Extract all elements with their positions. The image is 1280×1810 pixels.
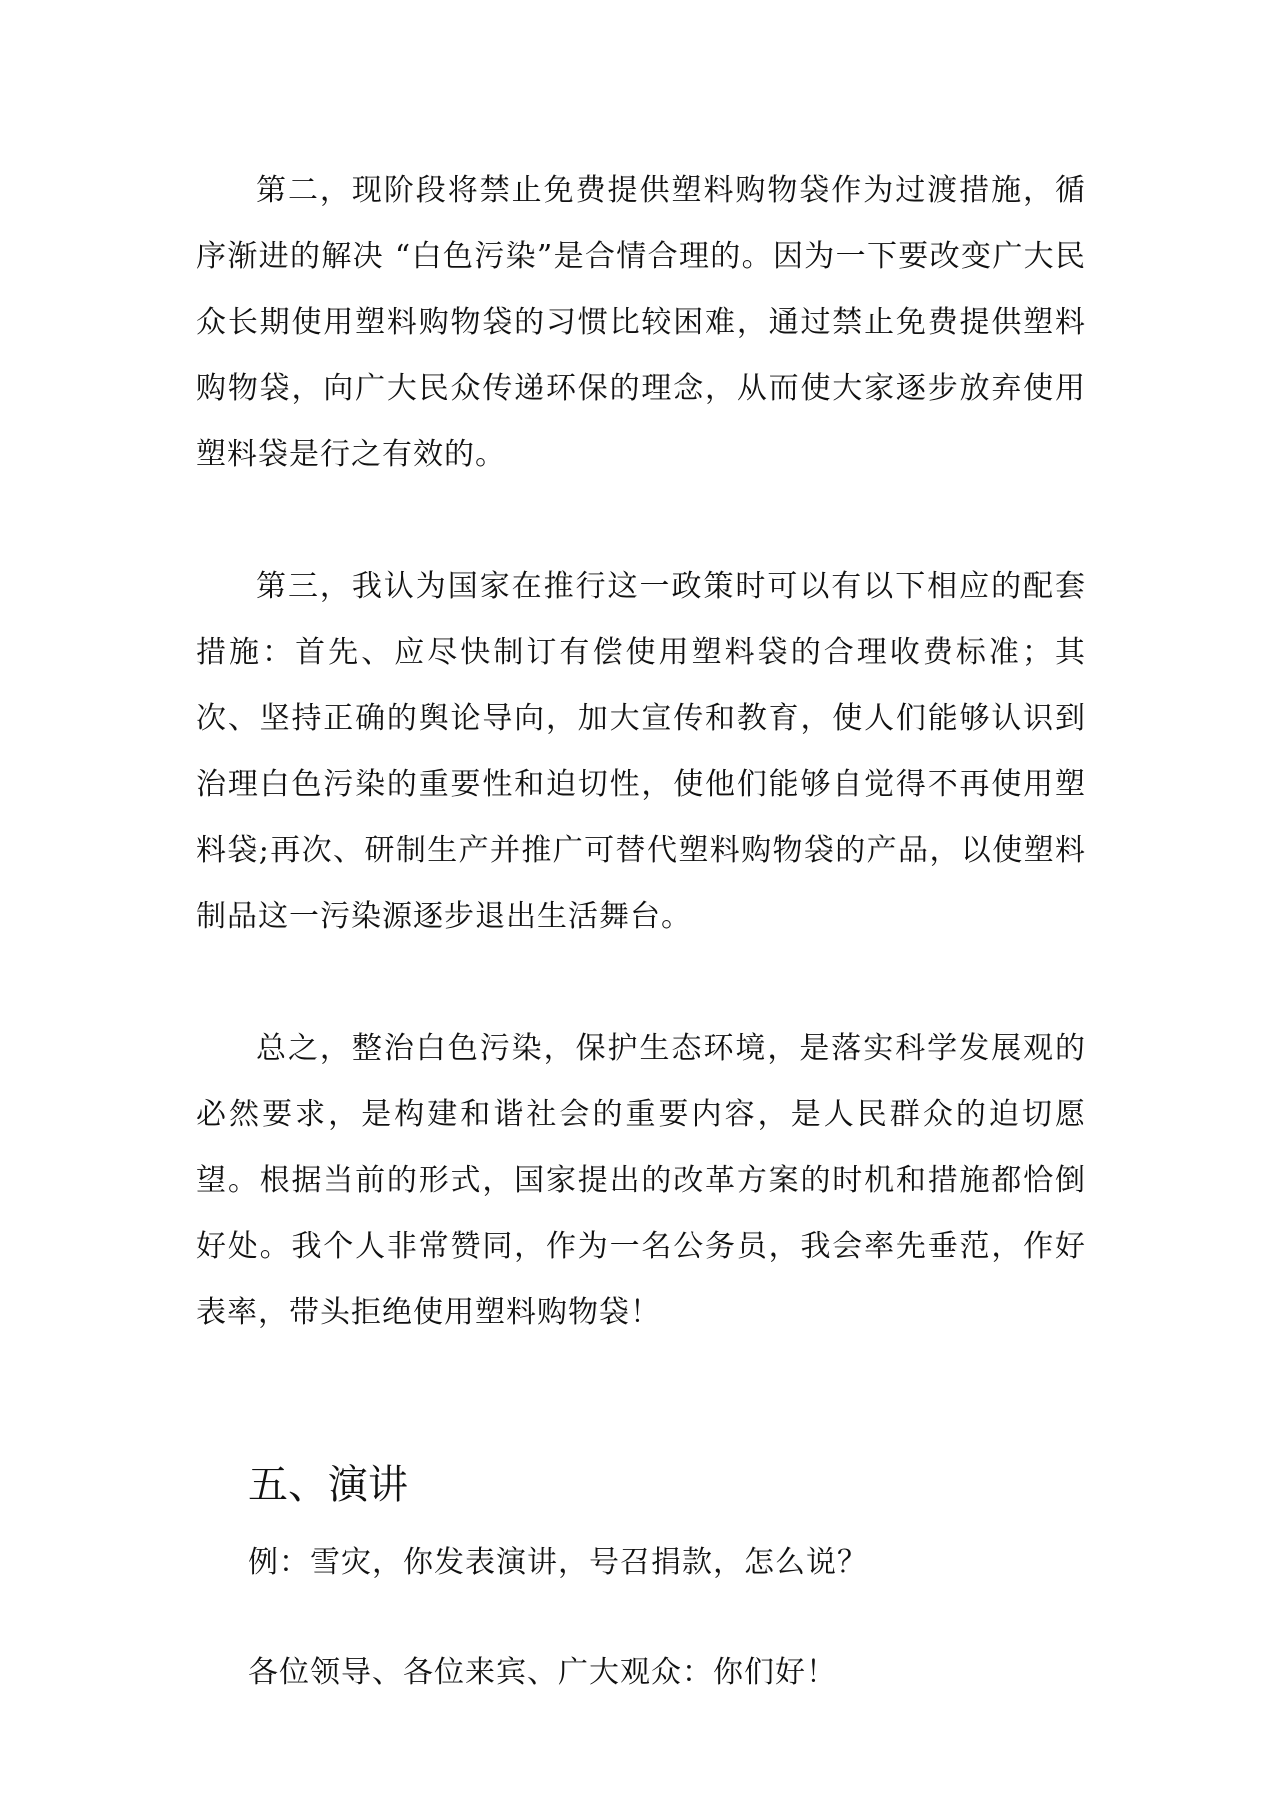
example-question: 例：雪灾，你发表演讲，号召捐款，怎么说？ — [248, 1545, 868, 1580]
paragraph-third-point: 第三，我认为国家在推行这一政策时可以有以下相应的配套措施：首先、应尽快制订有偿使用塑料袋的合理收费标准；其次、坚持正确的舆论导向，加大宣传和教育，使人们能够认识到治理白色污染的重要性和迫切性，使他们能够自觉得不再使用塑料袋;再次、研制生产并推广可替代塑料购物袋的产品，以使塑料制品这一污染源逐步退出生活舞台。 — [196, 569, 1086, 934]
paragraph-conclusion: 总之，整治白色污染，保护生态环境，是落实科学发展观的必然要求，是构建和谐社会的重要内容，是人民群众的迫切愿望。根据当前的形式，国家提出的改革方案的时机和措施都恰倒好处。我个人非常赞同，作为一名公务员，我会率先垂范，作好表率，带头拒绝使用塑料购物袋！ — [196, 1031, 1086, 1330]
paragraph-second-point: 第二，现阶段将禁止免费提供塑料购物袋作为过渡措施，循序渐进的解决 “白色污染”是合情合理的。因为一下要改变广大民众长期使用塑料购物袋的习惯比较困难，通过禁止免费提供塑料购物袋，向广大民众传递环保的理念，从而使大家逐步放弃使用塑料袋是行之有效的。 — [196, 173, 1086, 472]
speech-greeting: 各位领导、各位来宾、广大观众：你们好！ — [248, 1655, 837, 1690]
section-heading: 五、演讲 — [248, 1462, 408, 1508]
document-content — [196, 158, 1086, 1706]
